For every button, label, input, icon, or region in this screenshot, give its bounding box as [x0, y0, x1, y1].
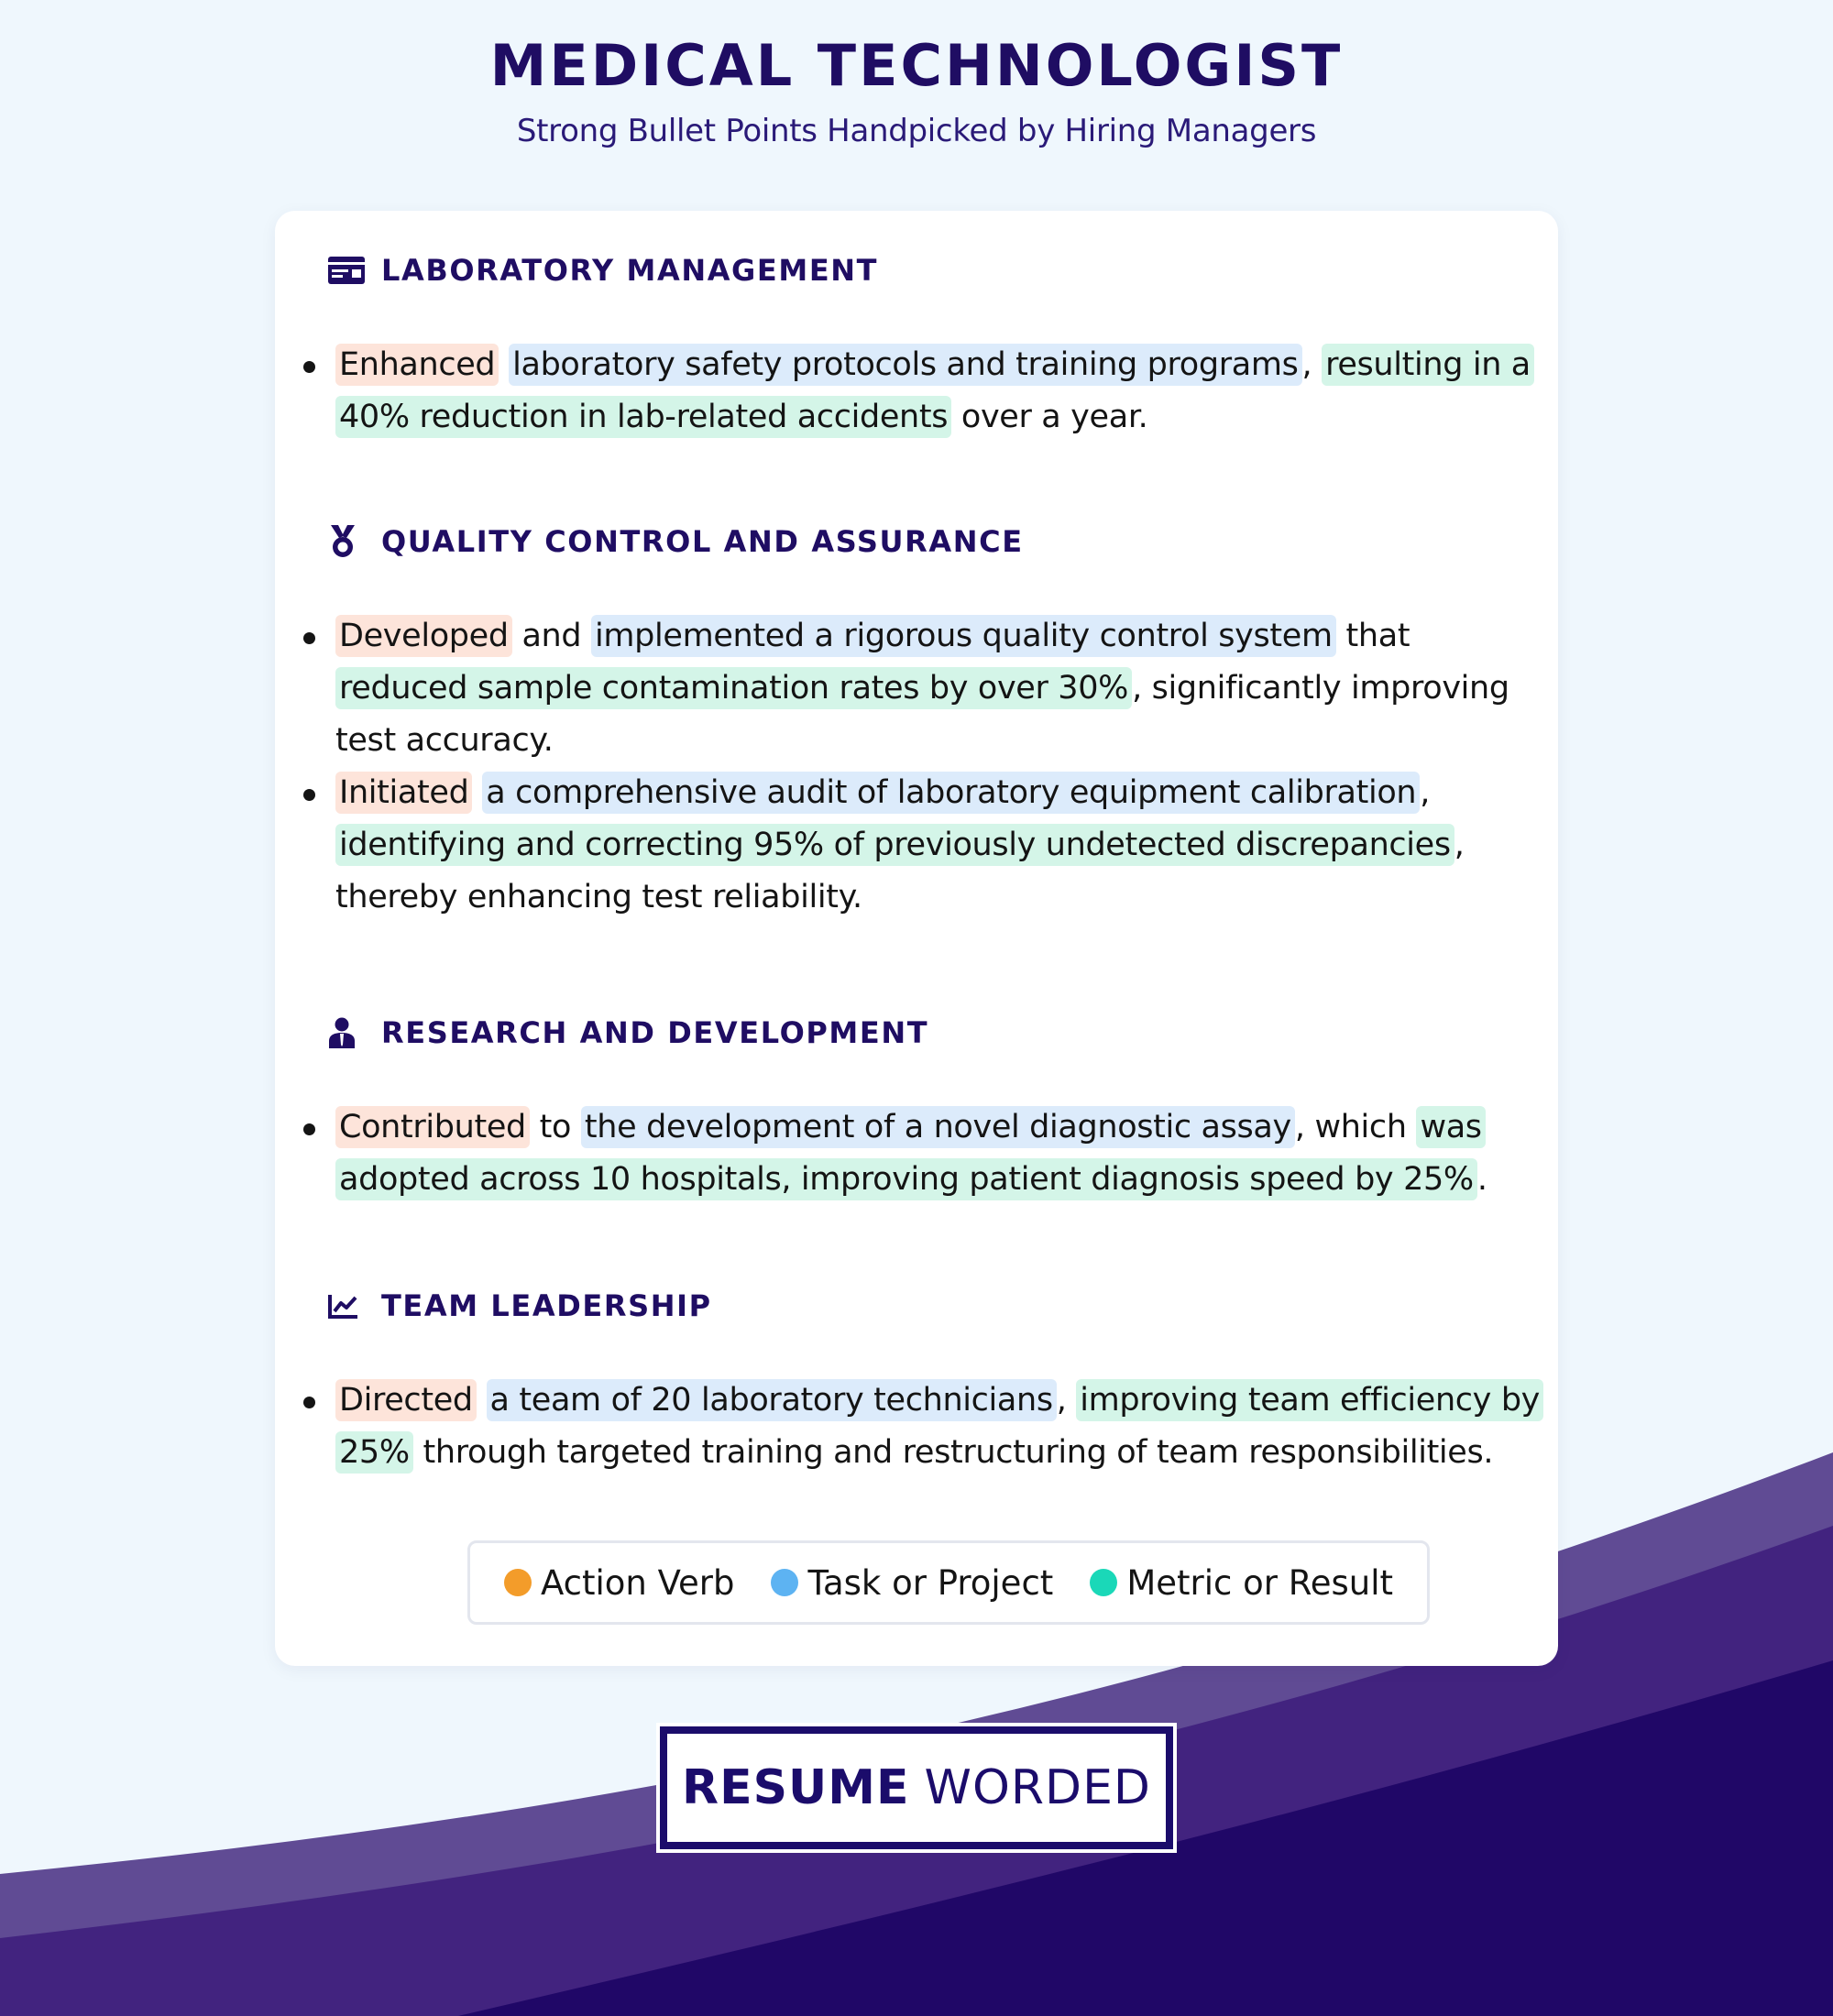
legend-item-action-verb — [504, 1563, 735, 1603]
bullet-text: , significantly improving test accuracy. — [335, 670, 1509, 759]
action-verb-highlight: Developed — [335, 615, 512, 657]
metric-highlight: improving team efficiency by 25% — [335, 1379, 1543, 1474]
bullet-text: , — [1056, 1382, 1077, 1419]
logo-word-regular: WORDED — [924, 1760, 1151, 1815]
section-header — [275, 1283, 1558, 1329]
section-header — [275, 1010, 1558, 1056]
resume-worded-logo[interactable] — [660, 1726, 1173, 1849]
id-card-icon — [328, 250, 368, 290]
bullet-text: and — [511, 618, 592, 654]
bullet-list — [275, 610, 1558, 924]
bullet-text: , — [1420, 774, 1431, 811]
bullet-text: , — [1301, 346, 1323, 383]
page-title: MEDICAL TECHNOLOGIST — [489, 32, 1344, 99]
person-icon — [328, 1013, 368, 1053]
bullet-item — [275, 767, 1558, 924]
bullet-text: to — [529, 1109, 581, 1145]
task-highlight: implemented a rigorous quality control system — [591, 615, 1336, 657]
bullet-text: over a year. — [951, 399, 1148, 435]
bullet-text: , which — [1294, 1109, 1417, 1145]
section-title: TEAM LEADERSHIP — [381, 1288, 712, 1323]
bullet-item — [275, 610, 1558, 767]
section-header — [275, 519, 1558, 564]
legend-dot — [771, 1569, 798, 1596]
action-verb-highlight: Initiated — [335, 772, 472, 814]
legend-dot — [1090, 1569, 1117, 1596]
legend-label: Metric or Result — [1126, 1562, 1394, 1603]
action-verb-highlight: Directed — [335, 1379, 477, 1421]
legend-dot — [504, 1569, 532, 1596]
legend-item-task — [771, 1563, 1053, 1603]
section-quality-control — [275, 519, 1558, 564]
bullet-text — [477, 1382, 487, 1419]
section-laboratory-management — [275, 247, 1558, 293]
bullet-points-card — [275, 211, 1558, 1666]
bullet-list — [275, 1101, 1558, 1206]
task-highlight: the development of a novel diagnostic assay — [581, 1106, 1295, 1148]
section-header — [275, 247, 1558, 293]
bullet-list — [275, 339, 1558, 444]
metric-highlight: identifying and correcting 95% of previously undetected discrepancies — [335, 824, 1454, 866]
task-highlight: a team of 20 laboratory technicians — [487, 1379, 1057, 1421]
bullet-item — [275, 1101, 1558, 1206]
legend-label: Action Verb — [540, 1562, 735, 1603]
metric-highlight: was adopted across 10 hospitals, improving patient diagnosis speed by 25% — [335, 1106, 1486, 1200]
task-highlight: laboratory safety protocols and training programs — [509, 344, 1301, 386]
section-title: LABORATORY MANAGEMENT — [381, 253, 879, 288]
bullet-text: through targeted training and restructuring of team responsibilities. — [412, 1434, 1494, 1471]
bullet-text — [499, 346, 509, 383]
page-header — [0, 27, 1833, 154]
medal-icon — [328, 521, 368, 562]
section-research-development — [275, 1010, 1558, 1056]
bullet-item — [275, 1375, 1558, 1479]
legend-label: Task or Project — [807, 1562, 1054, 1603]
legend-item-metric — [1090, 1563, 1393, 1603]
bullet-text: . — [1476, 1161, 1487, 1198]
action-verb-highlight: Contributed — [335, 1106, 530, 1148]
bullet-item — [275, 339, 1558, 444]
logo-word-bold: RESUME — [682, 1760, 910, 1815]
action-verb-highlight: Enhanced — [335, 344, 499, 386]
trend-chart-icon — [328, 1286, 368, 1326]
bullet-text: , thereby enhancing test reliability. — [335, 827, 1465, 915]
highlight-legend — [467, 1540, 1430, 1625]
bullet-list — [275, 1375, 1558, 1479]
bullet-text — [472, 774, 482, 811]
metric-highlight: reduced sample contamination rates by over 30% — [335, 667, 1132, 709]
section-title: QUALITY CONTROL AND ASSURANCE — [381, 524, 1024, 559]
section-team-leadership — [275, 1283, 1558, 1329]
page-subtitle: Strong Bullet Points Handpicked by Hiring Managers — [516, 113, 1317, 149]
metric-highlight: resulting in a 40% reduction in lab-related accidents — [335, 344, 1534, 438]
bullet-text: that — [1335, 618, 1410, 654]
section-title: RESEARCH AND DEVELOPMENT — [381, 1015, 929, 1050]
task-highlight: a comprehensive audit of laboratory equipment calibration — [482, 772, 1420, 814]
